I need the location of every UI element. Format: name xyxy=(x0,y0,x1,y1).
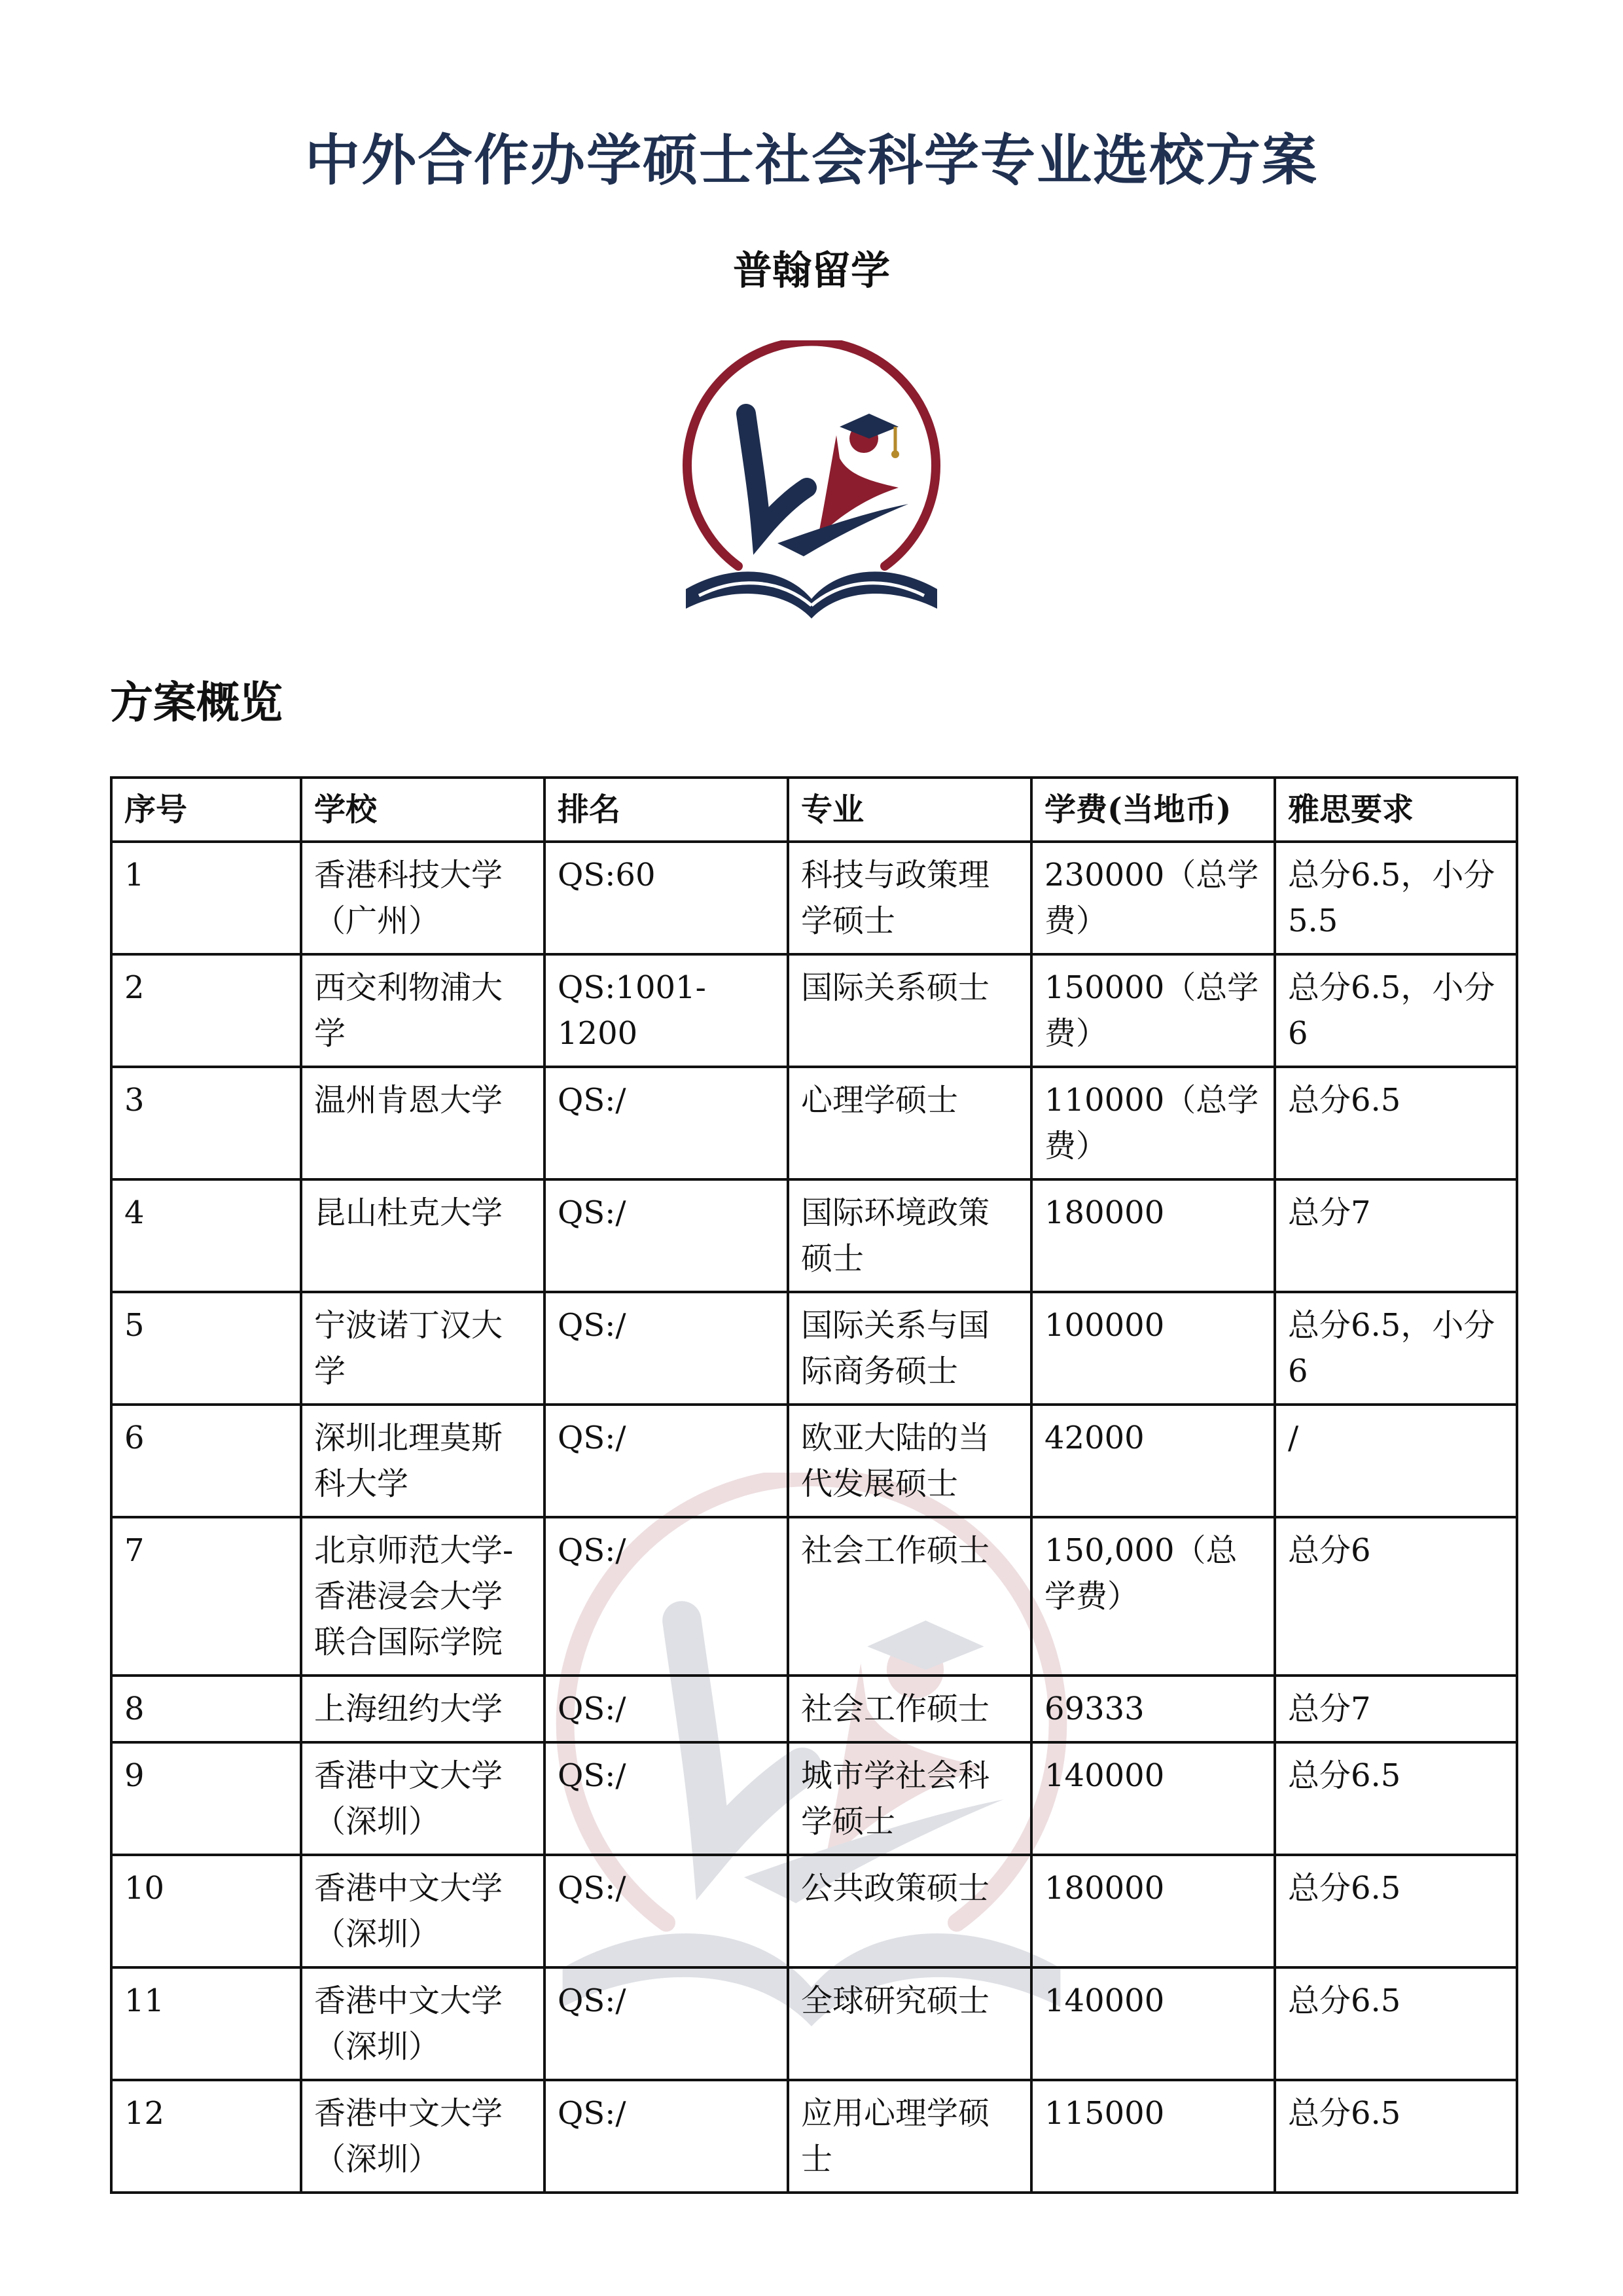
school-plan-table xyxy=(110,776,1518,2194)
cell-ielts: 总分7 xyxy=(1275,1179,1517,1292)
cell-ielts: 总分6.5，小分5.5 xyxy=(1275,842,1517,954)
cell-school: 北京师范大学-香港浸会大学联合国际学院 xyxy=(301,1517,544,1676)
cell-index: 10 xyxy=(111,1855,301,1967)
table-row xyxy=(111,1742,1517,1855)
cell-major: 国际关系硕士 xyxy=(788,954,1031,1067)
cell-tuition: 100000 xyxy=(1031,1292,1275,1405)
cell-major: 科技与政策理学硕士 xyxy=(788,842,1031,954)
table-row xyxy=(111,1405,1517,1517)
table-row xyxy=(111,842,1517,954)
header-ranking: 排名 xyxy=(544,778,788,842)
cell-major: 应用心理学硕士 xyxy=(788,2080,1031,2193)
page-title: 中外合作办学硕士社会科学专业选校方案 xyxy=(304,128,1318,192)
cell-ielts: 总分6.5 xyxy=(1275,2080,1517,2193)
table-header-row xyxy=(111,778,1517,842)
cell-index: 9 xyxy=(111,1742,301,1855)
cell-ielts: 总分6.5，小分6 xyxy=(1275,1292,1517,1405)
cell-school: 香港中文大学（深圳） xyxy=(301,1855,544,1967)
cell-ielts: 总分6.5 xyxy=(1275,1067,1517,1179)
cell-major: 全球研究硕士 xyxy=(788,1967,1031,2080)
header-major: 专业 xyxy=(788,778,1031,842)
cell-index: 2 xyxy=(111,954,301,1067)
cell-ielts: 总分7 xyxy=(1275,1676,1517,1742)
cell-ranking: QS:/ xyxy=(544,1967,788,2080)
cell-ranking: QS:/ xyxy=(544,1517,788,1676)
cell-ielts: 总分6.5 xyxy=(1275,1967,1517,2080)
cell-ranking: QS:/ xyxy=(544,2080,788,2193)
header-tuition: 学费(当地币) xyxy=(1031,778,1275,842)
cell-ielts: 总分6 xyxy=(1275,1517,1517,1676)
cell-school: 宁波诺丁汉大学 xyxy=(301,1292,544,1405)
cell-tuition: 150,000（总学费） xyxy=(1031,1517,1275,1676)
cell-ranking: QS:60 xyxy=(544,842,788,954)
cell-tuition: 42000 xyxy=(1031,1405,1275,1517)
cell-index: 6 xyxy=(111,1405,301,1517)
cell-major: 欧亚大陆的当代发展硕士 xyxy=(788,1405,1031,1517)
table-row xyxy=(111,2080,1517,2193)
cell-tuition: 150000（总学费） xyxy=(1031,954,1275,1067)
cell-school: 香港中文大学（深圳） xyxy=(301,1967,544,2080)
cell-ielts: 总分6.5 xyxy=(1275,1742,1517,1855)
cell-index: 11 xyxy=(111,1967,301,2080)
cell-tuition: 115000 xyxy=(1031,2080,1275,2193)
cell-ielts: 总分6.5，小分6 xyxy=(1275,954,1517,1067)
cell-ielts: 总分6.5 xyxy=(1275,1855,1517,1967)
table-row xyxy=(111,1676,1517,1742)
header-ielts: 雅思要求 xyxy=(1275,778,1517,842)
cell-ranking: QS:1001-1200 xyxy=(544,954,788,1067)
cell-tuition: 180000 xyxy=(1031,1179,1275,1292)
table-row xyxy=(111,1517,1517,1676)
cell-ranking: QS:/ xyxy=(544,1067,788,1179)
table-row xyxy=(111,954,1517,1067)
table-row xyxy=(111,1179,1517,1292)
cell-school: 温州肯恩大学 xyxy=(301,1067,544,1179)
cell-major: 国际关系与国际商务硕士 xyxy=(788,1292,1031,1405)
cell-ranking: QS:/ xyxy=(544,1676,788,1742)
cell-tuition: 140000 xyxy=(1031,1967,1275,2080)
cell-index: 8 xyxy=(111,1676,301,1742)
cell-school: 昆山杜克大学 xyxy=(301,1179,544,1292)
table-row xyxy=(111,1855,1517,1967)
cell-ranking: QS:/ xyxy=(544,1292,788,1405)
cell-index: 4 xyxy=(111,1179,301,1292)
section-heading: 方案概览 xyxy=(110,677,283,728)
cell-major: 社会工作硕士 xyxy=(788,1676,1031,1742)
cell-index: 1 xyxy=(111,842,301,954)
cell-tuition: 110000（总学费） xyxy=(1031,1067,1275,1179)
cell-tuition: 140000 xyxy=(1031,1742,1275,1855)
cell-ranking: QS:/ xyxy=(544,1405,788,1517)
cell-ielts: / xyxy=(1275,1405,1517,1517)
cell-tuition: 230000（总学费） xyxy=(1031,842,1275,954)
cell-index: 7 xyxy=(111,1517,301,1676)
cell-ranking: QS:/ xyxy=(544,1742,788,1855)
brand-logo-icon xyxy=(673,340,950,622)
cell-major: 国际环境政策硕士 xyxy=(788,1179,1031,1292)
cell-index: 12 xyxy=(111,2080,301,2193)
cell-school: 西交利物浦大学 xyxy=(301,954,544,1067)
cell-school: 香港中文大学（深圳） xyxy=(301,2080,544,2193)
cell-major: 心理学硕士 xyxy=(788,1067,1031,1179)
table-row xyxy=(111,1292,1517,1405)
cell-index: 5 xyxy=(111,1292,301,1405)
cell-ranking: QS:/ xyxy=(544,1855,788,1967)
cell-school: 香港科技大学（广州） xyxy=(301,842,544,954)
cell-ranking: QS:/ xyxy=(544,1179,788,1292)
cell-major: 社会工作硕士 xyxy=(788,1517,1031,1676)
cell-index: 3 xyxy=(111,1067,301,1179)
header-school: 学校 xyxy=(301,778,544,842)
cell-school: 深圳北理莫斯科大学 xyxy=(301,1405,544,1517)
cell-school: 上海纽约大学 xyxy=(301,1676,544,1742)
header-index: 序号 xyxy=(111,778,301,842)
cell-major: 城市学社会科学硕士 xyxy=(788,1742,1031,1855)
page-subtitle: 普翰留学 xyxy=(733,248,890,294)
cell-school: 香港中文大学（深圳） xyxy=(301,1742,544,1855)
table-row xyxy=(111,1967,1517,2080)
cell-tuition: 69333 xyxy=(1031,1676,1275,1742)
cell-tuition: 180000 xyxy=(1031,1855,1275,1967)
table-row xyxy=(111,1067,1517,1179)
cell-major: 公共政策硕士 xyxy=(788,1855,1031,1967)
